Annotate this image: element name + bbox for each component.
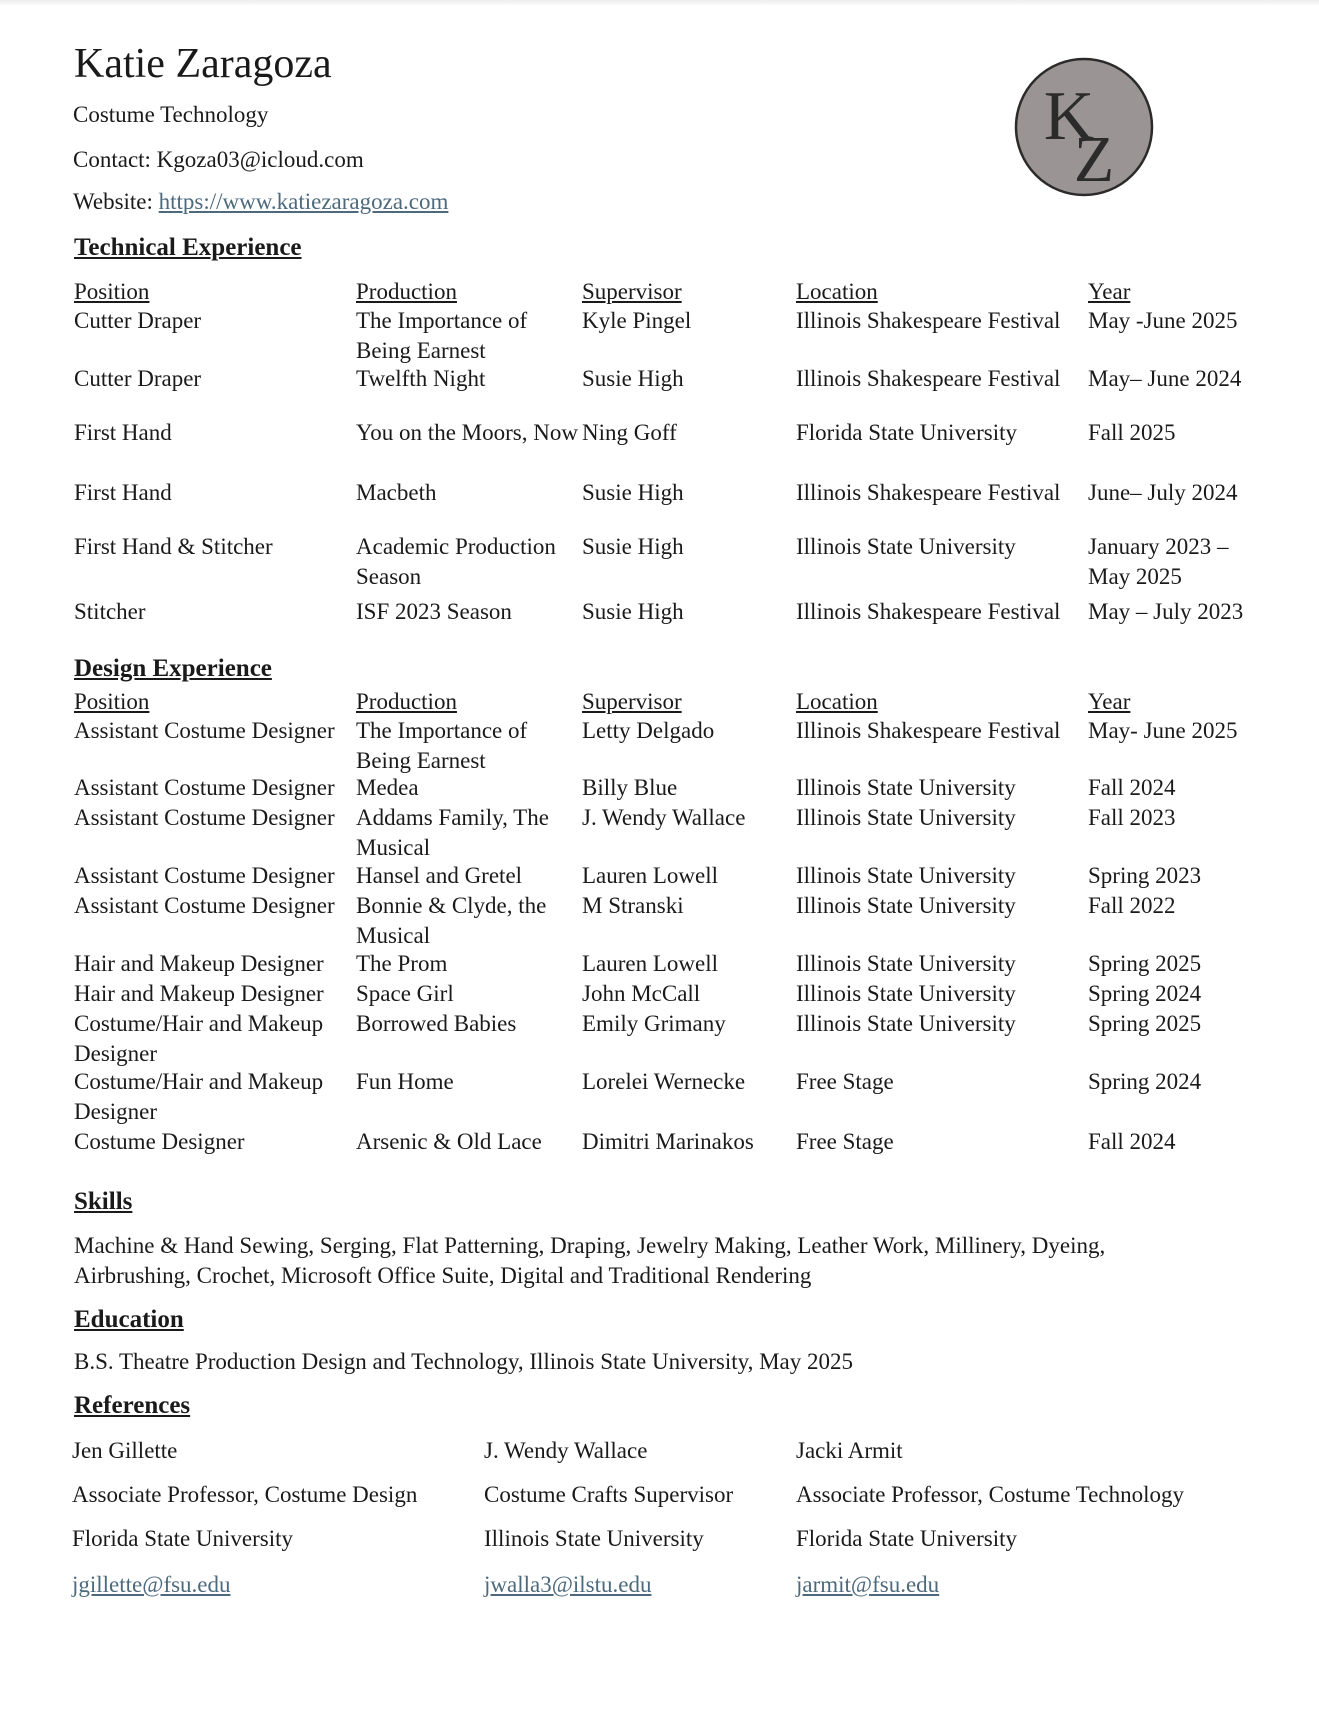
table-row-cell: Dimitri Marinakos [582, 1129, 754, 1154]
logo-letter-k: K [1043, 78, 1095, 155]
table-row-cell: Kyle Pingel [582, 308, 692, 333]
table-row-cell: Free Stage [796, 1129, 894, 1154]
table-row-cell: Illinois State University [796, 1011, 1016, 1036]
design-col-position: Position [74, 689, 150, 714]
table-row-cell: Hair and Makeup Designer [74, 951, 324, 976]
reference-org: Florida State University [796, 1526, 1018, 1551]
technical-col-year: Year [1088, 279, 1131, 304]
table-row-cell: Cutter Draper [74, 366, 202, 391]
reference-title: Costume Crafts Supervisor [484, 1482, 734, 1507]
table-row-cell: Susie High [582, 534, 684, 559]
logo-letter-z: Z [1073, 123, 1115, 196]
table-row-cell: Addams Family, The Musical [356, 805, 549, 860]
table-row-cell: Billy Blue [582, 775, 678, 800]
reference-name: Jen Gillette [72, 1438, 178, 1463]
table-row-cell: Spring 2024 [1088, 1069, 1202, 1094]
table-row-cell: Illinois Shakespeare Festival [796, 718, 1061, 743]
website-link[interactable]: https://www.katiezaragoza.com [158, 189, 449, 214]
table-row-cell: Emily Grimany [582, 1011, 726, 1036]
table-row-cell: Arsenic & Old Lace [356, 1129, 542, 1154]
table-row-cell: May- June 2025 [1088, 718, 1238, 743]
table-row-cell: Illinois Shakespeare Festival [796, 366, 1061, 391]
table-row-cell: Borrowed Babies [356, 1011, 517, 1036]
reference-email-link[interactable]: jgillette@fsu.edu [72, 1572, 231, 1597]
reference-org: Illinois State University [484, 1526, 704, 1551]
table-row-cell: Susie High [582, 366, 684, 391]
table-row-cell: Florida State University [796, 420, 1018, 445]
table-row-cell: May -June 2025 [1088, 308, 1238, 333]
table-row-cell: ISF 2023 Season [356, 599, 512, 624]
design-col-year: Year [1088, 689, 1131, 714]
table-row-cell: Spring 2024 [1088, 981, 1202, 1006]
technical-col-production: Production [356, 279, 457, 304]
table-row-cell: June– July 2024 [1088, 480, 1238, 505]
technical-col-supervisor: Supervisor [582, 279, 682, 304]
table-row-cell: Assistant Costume Designer [74, 805, 335, 830]
table-row-cell: First Hand [74, 480, 172, 505]
table-row-cell: Spring 2025 [1088, 1011, 1202, 1036]
page-title: Katie Zaragoza [74, 41, 332, 87]
table-row-cell: Hair and Makeup Designer [74, 981, 324, 1006]
table-row-cell: Costume/Hair and Makeup Designer [74, 1069, 324, 1124]
table-row-cell: Macbeth [356, 480, 437, 505]
table-row-cell: Illinois State University [796, 951, 1016, 976]
table-row-cell: Fall 2023 [1088, 805, 1176, 830]
table-row-cell: Fall 2024 [1088, 775, 1176, 800]
table-row-cell: Illinois State University [796, 981, 1016, 1006]
table-row-cell: Assistant Costume Designer [74, 893, 335, 918]
table-row-cell: Illinois Shakespeare Festival [796, 308, 1061, 333]
table-row-cell: Hansel and Gretel [356, 863, 523, 888]
table-row-cell: Fall 2024 [1088, 1129, 1176, 1154]
table-row-cell: Lauren Lowell [582, 951, 719, 976]
table-row-cell: Fall 2025 [1088, 420, 1176, 445]
references-heading: References [74, 1392, 191, 1419]
reference-email-link[interactable]: jwalla3@ilstu.edu [484, 1572, 652, 1597]
table-row-cell: Bonnie & Clyde, the Musical [356, 893, 547, 948]
table-row-cell: Susie High [582, 480, 684, 505]
table-row-cell: Fun Home [356, 1069, 454, 1094]
table-row-cell: Costume Designer [74, 1129, 245, 1154]
table-row-cell: Lauren Lowell [582, 863, 719, 888]
table-row-cell: Cutter Draper [74, 308, 202, 333]
education-text: B.S. Theatre Production Design and Technology, Illinois State University, May 2025 [74, 1349, 854, 1374]
table-row-cell: Illinois State University [796, 534, 1016, 559]
table-row-cell: Illinois Shakespeare Festival [796, 480, 1061, 505]
reference-name: Jacki Armit [796, 1438, 903, 1463]
page-top-shadow [0, 0, 1319, 6]
table-row-cell: Assistant Costume Designer [74, 775, 335, 800]
table-row-cell: Illinois Shakespeare Festival [796, 599, 1061, 624]
table-row-cell: M Stranski [582, 893, 684, 918]
table-row-cell: Twelfth Night [356, 366, 486, 391]
reference-org: Florida State University [72, 1526, 294, 1551]
table-row-cell: Lorelei Wernecke [582, 1069, 746, 1094]
table-row-cell: J. Wendy Wallace [582, 805, 746, 830]
table-row-cell: The Importance of Being Earnest [356, 308, 528, 363]
subtitle: Costume Technology [73, 102, 269, 127]
table-row-cell: Spring 2023 [1088, 863, 1202, 888]
education-heading: Education [74, 1306, 184, 1333]
table-row-cell: Space Girl [356, 981, 454, 1006]
table-row-cell: Illinois State University [796, 863, 1016, 888]
table-row-cell: You on the Moors, Now [356, 420, 578, 445]
table-row-cell: First Hand [74, 420, 172, 445]
table-row-cell: The Prom [356, 951, 448, 976]
table-row-cell: Assistant Costume Designer [74, 863, 335, 888]
table-row-cell: The Importance of Being Earnest [356, 718, 528, 773]
design-experience-heading: Design Experience [74, 655, 272, 682]
kz-monogram-logo [1014, 57, 1154, 197]
skills-text: Machine & Hand Sewing, Serging, Flat Patterning, Draping, Jewelry Making, Leather Work, Millinery, Dyeing, Airbrushing, Crochet, Microsoft Office Suite, Digital and Traditional Rendering [74, 1233, 1106, 1288]
design-col-production: Production [356, 689, 457, 714]
table-row-cell: Free Stage [796, 1069, 894, 1094]
table-row-cell: John McCall [582, 981, 701, 1006]
website-label: Website: [73, 189, 159, 214]
reference-name: J. Wendy Wallace [484, 1438, 648, 1463]
website-line [73, 187, 448, 217]
contact-line: Contact: Kgoza03@icloud.com [73, 147, 364, 172]
reference-title: Associate Professor, Costume Technology [796, 1482, 1184, 1507]
table-row-cell: Illinois State University [796, 805, 1016, 830]
table-row-cell: Illinois State University [796, 893, 1016, 918]
table-row-cell: January 2023 – May 2025 [1088, 534, 1229, 589]
table-row-cell: May– June 2024 [1088, 366, 1242, 391]
technical-experience-heading: Technical Experience [74, 234, 302, 261]
table-row-cell: May – July 2023 [1088, 599, 1244, 624]
table-row-cell: Spring 2025 [1088, 951, 1202, 976]
table-row-cell: Letty Delgado [582, 718, 715, 743]
reference-email-link[interactable]: jarmit@fsu.edu [796, 1572, 940, 1597]
table-row-cell: Costume/Hair and Makeup Designer [74, 1011, 324, 1066]
table-row-cell: Academic Production Season [356, 534, 556, 589]
technical-col-position: Position [74, 279, 150, 304]
table-row-cell: Medea [356, 775, 419, 800]
table-row-cell: Ning Goff [582, 420, 677, 445]
table-row-cell: Susie High [582, 599, 684, 624]
table-row-cell: Illinois State University [796, 775, 1016, 800]
design-col-location: Location [796, 689, 878, 714]
table-row-cell: Assistant Costume Designer [74, 718, 335, 743]
design-col-supervisor: Supervisor [582, 689, 682, 714]
skills-heading: Skills [74, 1188, 133, 1215]
table-row-cell: Fall 2022 [1088, 893, 1176, 918]
technical-col-location: Location [796, 279, 878, 304]
table-row-cell: Stitcher [74, 599, 146, 624]
table-row-cell: First Hand & Stitcher [74, 534, 273, 559]
reference-title: Associate Professor, Costume Design [72, 1482, 418, 1507]
